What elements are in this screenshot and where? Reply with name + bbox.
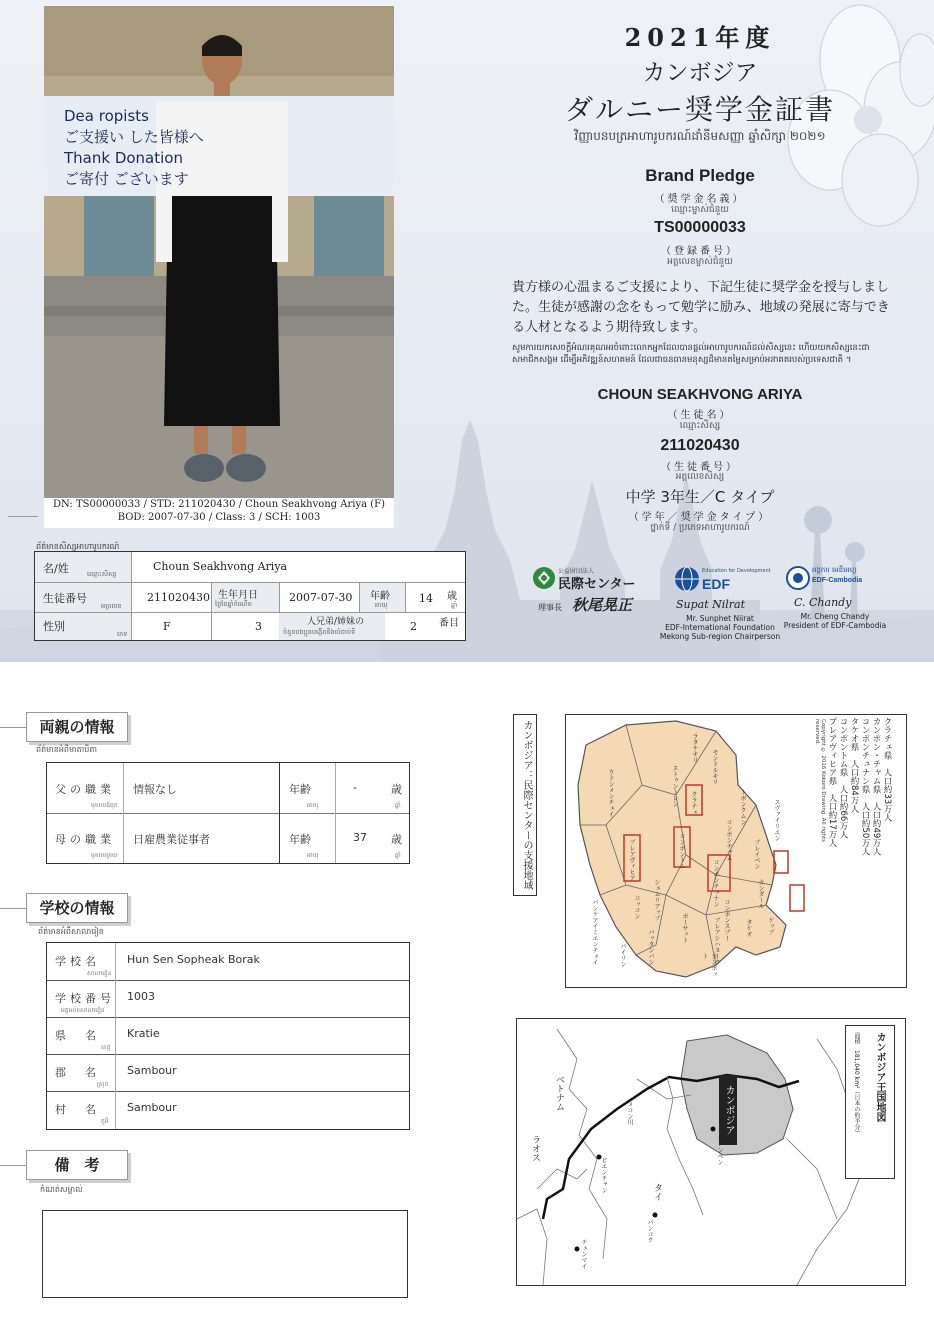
certificate-khmer-title: វិញ្ញាបនបត្រអាហារូបករណ៍ដាំនីមសញ្ញា ឆ្នាំសិក្សា ២០២១ bbox=[574, 129, 826, 143]
map-label-laos: ラオス bbox=[530, 1135, 540, 1162]
province-label: パイリン bbox=[619, 943, 626, 967]
org2-person: Mr. Sunphet Niirat bbox=[686, 614, 754, 623]
province-label: シェムリアップ bbox=[653, 879, 660, 921]
divider bbox=[279, 582, 280, 612]
school-row-label: 郡 名 bbox=[55, 1066, 100, 1079]
remarks-section-title-km: កំណត់សម្គាល់ bbox=[40, 1185, 83, 1194]
certificate-country: カンボジア bbox=[642, 60, 758, 86]
divider bbox=[359, 582, 360, 612]
map-label-city: ビエンチャン bbox=[600, 1157, 607, 1193]
edf-international-logo bbox=[659, 566, 781, 642]
province-label: カンダール bbox=[757, 879, 764, 909]
banner-line: ご寄付 ございます bbox=[64, 170, 189, 188]
student-id-value: 211020430 bbox=[147, 591, 210, 604]
siblings-label-km: ចំនួនបងប្អូនបង្កើតនិងលំដាប់ទី bbox=[283, 628, 356, 636]
support-region-map bbox=[565, 714, 907, 988]
mother-occupation-value: 日雇農業従事者 bbox=[133, 833, 210, 846]
map-label-thailand: タイ bbox=[652, 1183, 662, 1201]
map-title-box bbox=[845, 1025, 895, 1179]
student-id-label-km: អត្តលេខ bbox=[101, 602, 122, 610]
province-label: コンポンチャム bbox=[725, 819, 732, 861]
province-label: クラチェ bbox=[690, 791, 697, 815]
divider bbox=[47, 1091, 409, 1092]
map-label-river: メコン川 bbox=[626, 1101, 633, 1125]
map-label-vietnam: ベトナム bbox=[554, 1075, 564, 1111]
org1-role: 理事長 bbox=[538, 603, 562, 612]
province-label: プレアシハヌーク bbox=[713, 917, 720, 965]
divider bbox=[47, 980, 409, 981]
siblings-value: 3 bbox=[255, 620, 262, 633]
divider bbox=[47, 813, 409, 814]
caption-line-1: DN: TS00000033 / STD: 211020430 / Choun Seakhvong Ariya (F) bbox=[52, 499, 385, 510]
school-section-title: 学校の情報 bbox=[26, 893, 128, 923]
divider bbox=[131, 552, 132, 640]
org3-person: Mr. Cheng Chandy bbox=[800, 612, 870, 621]
org2-logo-text: EDF bbox=[702, 576, 730, 592]
dob-value: 2007-07-30 bbox=[289, 591, 353, 604]
parents-table bbox=[46, 762, 410, 864]
student-grade: 中学 3年生／C タイプ bbox=[625, 488, 775, 506]
org2-person-block bbox=[658, 614, 782, 641]
map-legend-item: コンポンチュナン県 人口約50万人 bbox=[860, 717, 870, 856]
age-label: 年齢 bbox=[370, 591, 390, 602]
flower-petal-icon bbox=[890, 30, 934, 110]
student-name-label-km: ឈ្មោះសិស្ស bbox=[679, 421, 721, 431]
student-number: 211020430 bbox=[660, 437, 740, 454]
donor-number-label: （登録番号） bbox=[661, 246, 739, 257]
father-age-unit-km: ឆ្នាំ bbox=[395, 802, 401, 809]
province-label: モンドルキリ bbox=[711, 749, 718, 785]
province-label: トボンクムン bbox=[739, 789, 746, 825]
student-name-label: （生徒名） bbox=[667, 410, 733, 421]
mother-age-label: 年齢 bbox=[289, 833, 311, 846]
dob-label: 生年月日 bbox=[218, 590, 258, 601]
map-legend bbox=[826, 717, 892, 917]
birth-order-value: 2 bbox=[410, 620, 417, 633]
banner-line: ご支援い した皆様へ bbox=[64, 128, 204, 146]
divider bbox=[115, 943, 116, 1129]
father-occupation-label: 父の職業 bbox=[55, 783, 115, 796]
minsai-center-emblem-icon bbox=[532, 566, 556, 590]
pledge-name: Brand Pledge bbox=[645, 166, 755, 185]
province-label: ラタナキリ bbox=[691, 733, 698, 763]
kingdom-map bbox=[516, 1018, 906, 1286]
sex-value: F bbox=[163, 620, 171, 633]
org1-small-label: 公益財団法人 bbox=[558, 568, 595, 575]
mother-age-unit: 歳 bbox=[391, 833, 402, 846]
pledge-label: （奨学金名義） bbox=[654, 194, 746, 205]
school-section-title-km: ព័ត៌មានអំពីសាលារៀន bbox=[38, 927, 104, 936]
student-photo-illustration bbox=[44, 6, 394, 498]
divider bbox=[335, 763, 336, 863]
father-age-value: - bbox=[353, 781, 357, 794]
divider bbox=[0, 727, 26, 728]
school-row-value: Hun Sen Sopheak Borak bbox=[127, 953, 260, 966]
student-photo bbox=[44, 6, 394, 498]
province-label: スヴァイリエン bbox=[773, 799, 780, 841]
name-label: 名/姓 bbox=[43, 562, 69, 575]
map-legend-item: クラチェ県 人口約33万人 bbox=[882, 717, 892, 822]
mother-occupation-label: 母の職業 bbox=[55, 833, 115, 846]
province-label: ストゥントレン bbox=[671, 765, 678, 807]
divider bbox=[405, 582, 406, 612]
student-grade-label-km: ថ្នាក់ទី / ប្រភេទអាហារូបករណ៍ bbox=[650, 523, 750, 533]
org2-title-2: Mekong Sub-region Chairperson bbox=[659, 632, 781, 641]
mother-age-label-km: អាយុ bbox=[307, 852, 319, 859]
dob-label-km: ថ្ងៃខែឆ្នាំកំណើត bbox=[215, 600, 252, 608]
org3-logo-km: អង្គការ អេឌីអេហ្វ bbox=[812, 566, 857, 574]
student-info-table bbox=[34, 551, 466, 641]
school-row-label-km: សាលារៀន bbox=[87, 970, 112, 977]
school-row-value: 1003 bbox=[127, 990, 155, 1003]
map-copyright: Copyright © 2016 Kokoro Drawing. All rights reserved. bbox=[814, 719, 826, 843]
map-legend-item: カンポン・チャム県 人口約49万人 bbox=[871, 717, 881, 856]
divider bbox=[0, 1165, 26, 1166]
student-name: CHOUN SEAKHVONG ARIYA bbox=[597, 386, 803, 403]
map-title: カンボジア王国地図 bbox=[874, 1032, 885, 1122]
donor-number-label-km: អត្តលេខម្ចាស់ជំនួយ bbox=[667, 257, 733, 267]
certificate-year: 2021年度 bbox=[624, 23, 776, 52]
map-area: 面積 181,040 km²（日本の約半分） bbox=[853, 1032, 860, 1137]
banner-line: Dea ropists bbox=[64, 107, 149, 125]
father-occupation-value: 情報なし bbox=[133, 783, 177, 796]
school-row-value: Sambour bbox=[127, 1101, 177, 1114]
province-label: ウドンメンチェイ bbox=[607, 769, 614, 817]
student-id-label: 生徒番号 bbox=[43, 592, 87, 605]
divider bbox=[0, 908, 26, 909]
info-table-heading-km: ព័ត៌មានសិស្សអាហារូបករណ៍ bbox=[36, 542, 120, 551]
province-label: プレイベン bbox=[753, 839, 760, 869]
province-label: カンポット bbox=[701, 953, 717, 977]
edf-cambodia-emblem-icon bbox=[786, 566, 810, 590]
school-row-label-km: អត្តលេខសាលារៀន bbox=[61, 1007, 105, 1014]
divider bbox=[279, 763, 280, 863]
minsai-center-logo bbox=[532, 566, 652, 618]
certificate-message: 貴方様の心温まるご支援により、下記生徒に奨学金を授与しました。生徒が感謝の念をもって勉学に励み、地域の発展に寄与できる人材となるよう期待致します。 bbox=[512, 280, 890, 335]
school-row-value: Kratie bbox=[127, 1027, 160, 1040]
globe-icon bbox=[674, 566, 700, 592]
edf-cambodia-logo bbox=[780, 566, 890, 636]
map-legend-item: コンポントム県 人口約66万人 bbox=[838, 717, 848, 839]
province-label: コンポンスプー bbox=[723, 899, 730, 941]
mother-age-unit-km: ឆ្នាំ bbox=[395, 852, 401, 859]
province-label: ケップ bbox=[767, 917, 774, 935]
org2-signature: Supat Nilrat bbox=[676, 598, 746, 611]
org2-title-1: EDF-International Foundation bbox=[665, 623, 775, 632]
map-label-city: バンコク bbox=[646, 1219, 653, 1243]
age-value: 14 bbox=[419, 592, 433, 605]
org1-name: 民際センター bbox=[558, 577, 636, 592]
parents-section-title: 両親の情報 bbox=[26, 712, 128, 742]
map-label-city: チェンマイ bbox=[580, 1239, 587, 1269]
banner-line: Thank Donation bbox=[64, 149, 183, 167]
divider bbox=[35, 582, 465, 583]
province-label: コッコン bbox=[633, 895, 640, 919]
province-label: タケオ bbox=[745, 919, 752, 937]
school-row-label: 県 名 bbox=[55, 1029, 100, 1042]
org3-signature: C. Chandy bbox=[794, 596, 852, 609]
map-legend-item: プレアヴィヒア県 人口約17万人 bbox=[827, 717, 837, 847]
birth-order-label: 番目 bbox=[439, 618, 459, 629]
org2-logo-sub: Education for Development bbox=[702, 568, 771, 574]
siblings-label: 人兄弟/姉妹の bbox=[307, 617, 365, 627]
school-table bbox=[46, 942, 410, 1130]
school-row-label-km: ស្រុក bbox=[97, 1081, 109, 1088]
age-unit: 歳 bbox=[447, 591, 457, 602]
divider bbox=[123, 763, 124, 863]
province-label: バッタンバン bbox=[647, 929, 654, 965]
province-label: コンポントム bbox=[678, 833, 685, 869]
province-label: プレアヴィヒア bbox=[628, 839, 635, 881]
father-occupation-label-km: មុខរបរឪពុក bbox=[91, 802, 118, 809]
certificate-message-km: សូមការយកសេចក្តីអំណរគុណអរចំពោះលោកអ្នកដែលបានផ្តល់អាហារូបករណ៍ដល់សិស្សនេះ ហើយយកសិស្សនេះជាសមាជិកសង្គម ដើម្បីអភិវឌ្ឍន៍សហគមន៍ ដែលជាធនធានមនុស្សដ៏មានតម្លៃសម្រាប់អនាគតរបស់ប្រទេសជាតិ ។ bbox=[512, 343, 870, 365]
school-row-label: 学校名 bbox=[55, 955, 100, 968]
father-age-label-km: អាយុ bbox=[307, 802, 319, 809]
mother-occupation-label-km: មុខរបរម្ដាយ bbox=[91, 852, 118, 859]
support-map-title: カンボジア：民際センターの支援地域 bbox=[513, 714, 537, 896]
map-label-cambodia: カンボジア bbox=[719, 1075, 737, 1145]
school-row-label-km: ខេត្ត bbox=[101, 1044, 111, 1051]
org3-title: President of EDF-Cambodia bbox=[783, 621, 887, 630]
caption-line-2: BOD: 2007-07-30 / Class: 3 / SCH: 1003 bbox=[117, 512, 321, 523]
org3-person-block bbox=[774, 612, 896, 630]
divider bbox=[47, 1054, 409, 1055]
school-row-label-km: ភូមិ bbox=[101, 1118, 109, 1125]
donor-number: TS00000033 bbox=[654, 219, 746, 236]
school-row-label: 村 名 bbox=[55, 1103, 100, 1116]
divider bbox=[8, 516, 38, 517]
org1-signature: 秋尾晃正 bbox=[572, 596, 633, 614]
student-number-label-km: អត្តលេខសិស្ស bbox=[675, 472, 725, 482]
school-row-value: Sambour bbox=[127, 1064, 177, 1077]
pledge-label-km: ឈ្មោះម្ចាស់ជំនួយ bbox=[671, 205, 729, 215]
province-label: コンポンチュナン bbox=[712, 859, 719, 907]
divider bbox=[47, 1017, 409, 1018]
parents-section-title-km: ព័ត៌មានអំពីមាតាបិតា bbox=[36, 745, 97, 754]
province-label: バンテアイミエンチェイ bbox=[591, 899, 598, 965]
map-legend-item: タケオ県 人口約84万人 bbox=[849, 717, 859, 813]
school-row-label: 学校番号 bbox=[55, 992, 115, 1005]
sex-label: 性別 bbox=[43, 620, 65, 633]
org3-logo-text: EDF-Cambodia bbox=[812, 577, 863, 584]
remarks-section-title: 備 考 bbox=[26, 1150, 128, 1180]
divider bbox=[211, 582, 212, 640]
father-age-unit: 歳 bbox=[391, 783, 402, 796]
father-age-label: 年齢 bbox=[289, 783, 311, 796]
province-label: ポーサット bbox=[681, 913, 688, 943]
student-number-label: （生徒番号） bbox=[661, 462, 739, 473]
age-unit-km: ឆ្នាំ bbox=[451, 601, 458, 609]
photo-caption bbox=[44, 498, 394, 528]
map-label-city: プノンペン bbox=[716, 1135, 723, 1165]
age-label-km: អាយុ bbox=[375, 601, 388, 609]
remarks-box bbox=[42, 1210, 408, 1298]
student-grade-label: （学年／奨学金タイプ） bbox=[628, 512, 772, 523]
divider bbox=[35, 612, 465, 613]
name-value: Choun Seakhvong Ariya bbox=[153, 560, 288, 573]
mother-age-value: 37 bbox=[353, 831, 367, 844]
sex-label-km: ភេទ bbox=[117, 630, 128, 638]
certificate-title: ダルニー奨学金証書 bbox=[564, 93, 835, 126]
name-label-km: ឈ្មោះសិស្ស bbox=[87, 570, 117, 578]
